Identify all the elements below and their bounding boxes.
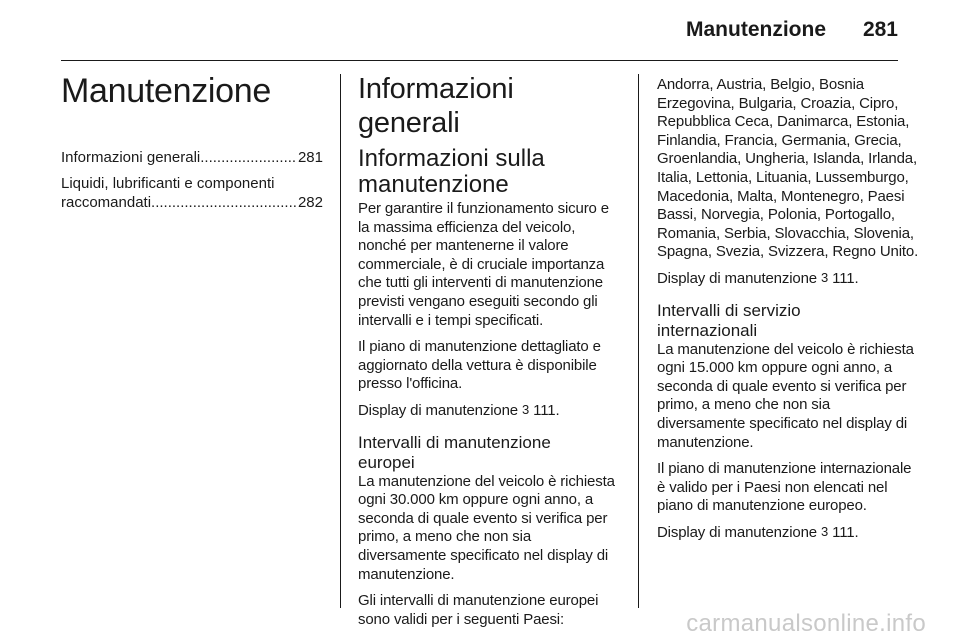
toc-entry-title: Informazioni generali	[61, 149, 201, 166]
toc-leader-dots	[200, 148, 296, 167]
toc-entry-page: 281	[297, 149, 323, 166]
cross-reference[interactable]	[657, 270, 919, 289]
subsubsection-heading	[358, 433, 620, 473]
page-number: 281	[862, 18, 898, 41]
heading-line: europei	[358, 452, 415, 472]
chapter-title: Manutenzione	[61, 72, 271, 110]
cross-reference-label: Display di manutenzione	[657, 269, 817, 287]
heading-line: internazionali	[657, 320, 758, 340]
toc-leader-dots	[151, 193, 296, 212]
cross-reference[interactable]	[657, 524, 919, 543]
body-paragraph: Il piano di manutenzione dettagliato e aggiornato della vettura è disponibile presso l'officina.	[358, 338, 601, 393]
heading-line: Intervalli di servizio	[657, 300, 801, 320]
column-divider	[638, 74, 639, 608]
subsubsection-heading	[657, 301, 919, 341]
cross-reference-label: Display di manutenzione	[657, 523, 817, 541]
watermark: carmanualsonline.info	[686, 610, 926, 637]
subsection-heading-line: manutenzione	[358, 171, 509, 198]
body-paragraph: La manutenzione del veicolo è richiesta ogni 30.000 km oppure ogni anno, a seconda di quale evento si verifica per primo, a meno che non sia diversamente specificato nel display di manutenzione.	[358, 472, 615, 583]
cross-reference-label: Display di manutenzione	[358, 401, 518, 419]
subsection-heading	[358, 146, 620, 198]
arrow-icon: 3	[821, 523, 829, 539]
page-header	[61, 16, 898, 61]
arrow-icon: 3	[522, 401, 530, 417]
section-heading: Informazioni generali	[358, 73, 514, 139]
body-paragraph: Per garantire il funzionamento sicuro e la massima efficienza del veicolo, nonché per mantenerne il valore commerciale, è di cruciale importanza che tutti gli interventi di manutenzione previsti vengano eseguiti secondo gli intervalli e i tempi specificati.	[358, 200, 609, 329]
heading-line: Intervalli di manutenzione	[358, 432, 551, 452]
country-list: Andorra, Austria, Belgio, Bosnia Erzegovina, Bulgaria, Croazia, Cipro, Repubblica Ceca, Danimarca, Estonia, Finlandia, Francia, Germania, Grecia, Groenlandia, Ungheria, Islanda, Irlanda, Italia, Lettonia, Lituania, Lussemburgo, Macedonia, Malta, Montenegro, Paesi Bassi, Norvegia, Polonia, Portogallo, Romania, Serbia, Slovacchia, Slovenia, Spagna, Svezia, Svizzera, Regno Unito.	[657, 76, 919, 261]
toc-entry-page: 282	[297, 194, 323, 211]
toc-entry-title-cont: raccomandati	[61, 194, 152, 211]
running-header-title: Manutenzione	[686, 18, 826, 41]
middle-column	[358, 72, 620, 637]
left-column	[61, 72, 323, 219]
toc-entry-title: Liquidi, lubrificanti e componenti	[61, 175, 275, 192]
body-paragraph: Il piano di manutenzione internazionale è valido per i Paesi non elencati nel piano di manutenzione europeo.	[657, 460, 912, 515]
cross-reference-page: 111.	[832, 523, 859, 541]
cross-reference-page: 111.	[533, 401, 560, 419]
column-divider	[340, 74, 341, 608]
right-column	[657, 72, 919, 550]
subsection-heading-line: Informazioni sulla	[358, 145, 545, 172]
toc-entry[interactable]	[61, 148, 323, 167]
body-paragraph: La manutenzione del veicolo è richiesta ogni 15.000 km oppure ogni anno, a seconda di quale evento si verifica per primo, a meno che non sia diversamente specificato nel display di manutenzione.	[657, 340, 914, 451]
arrow-icon: 3	[821, 269, 829, 285]
cross-reference-page: 111.	[832, 269, 859, 287]
cross-reference[interactable]	[358, 402, 620, 421]
body-paragraph: Gli intervalli di manutenzione europei sono validi per i seguenti Paesi:	[358, 592, 599, 628]
toc-entry[interactable]	[61, 174, 323, 212]
